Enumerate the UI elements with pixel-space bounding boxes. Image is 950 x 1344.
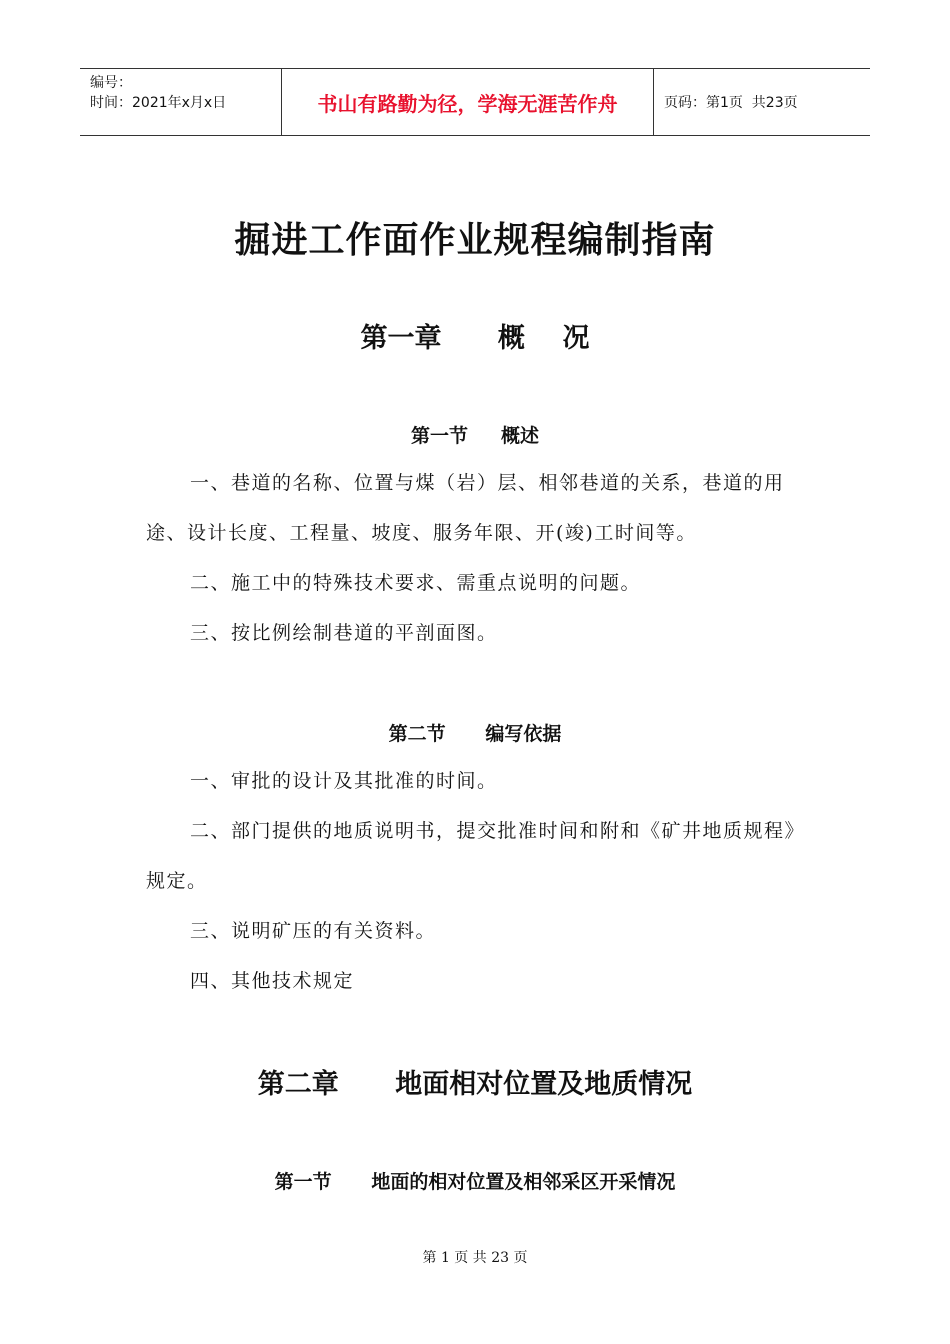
document-title: 掘进工作面作业规程编制指南 xyxy=(234,219,716,261)
paragraph: 一、审批的设计及其批准的时间。 xyxy=(190,770,498,792)
paragraph: 三、说明矿压的有关资料。 xyxy=(190,920,437,942)
page-header xyxy=(80,68,870,136)
page-info-text: 页码：第1页 共23页 xyxy=(664,95,798,111)
chapter-1-section-2-heading: 第二节 编写依据 xyxy=(388,723,562,745)
paragraph: 一、巷道的名称、位置与煤（岩）层、相邻巷道的关系，巷道的用途、设计长度、工程量、坡度、服务年限、开(竣)工时间等。 xyxy=(146,472,785,544)
paragraph: 四、其他技术规定 xyxy=(190,970,355,992)
chapter-2-heading: 第二章 地面相对位置及地质情况 xyxy=(257,1069,693,1100)
document-time-label: 时间：2021年x月x日 xyxy=(90,95,227,111)
page-footer: 第 1 页 共 23 页 xyxy=(422,1250,528,1266)
chapter-2-section-1-heading: 第一节 地面的相对位置及相邻采区开采情况 xyxy=(274,1171,676,1193)
paragraph: 二、施工中的特殊技术要求、需重点说明的问题。 xyxy=(190,572,642,594)
paragraph: 二、部门提供的地质说明书，提交批准时间和附和《矿井地质规程》规定。 xyxy=(146,820,806,892)
paragraph: 三、按比例绘制巷道的平剖面图。 xyxy=(190,622,498,644)
document-number-label: 编号： xyxy=(90,75,132,91)
header-page-info xyxy=(654,69,870,135)
chapter-1-section-1-heading: 第一节 概述 xyxy=(410,425,540,447)
chapter-1-heading: 第一章 概 况 xyxy=(360,323,590,354)
header-meta xyxy=(80,69,282,135)
header-motto: 书山有路勤为径，学海无涯苦作舟 xyxy=(282,69,654,135)
